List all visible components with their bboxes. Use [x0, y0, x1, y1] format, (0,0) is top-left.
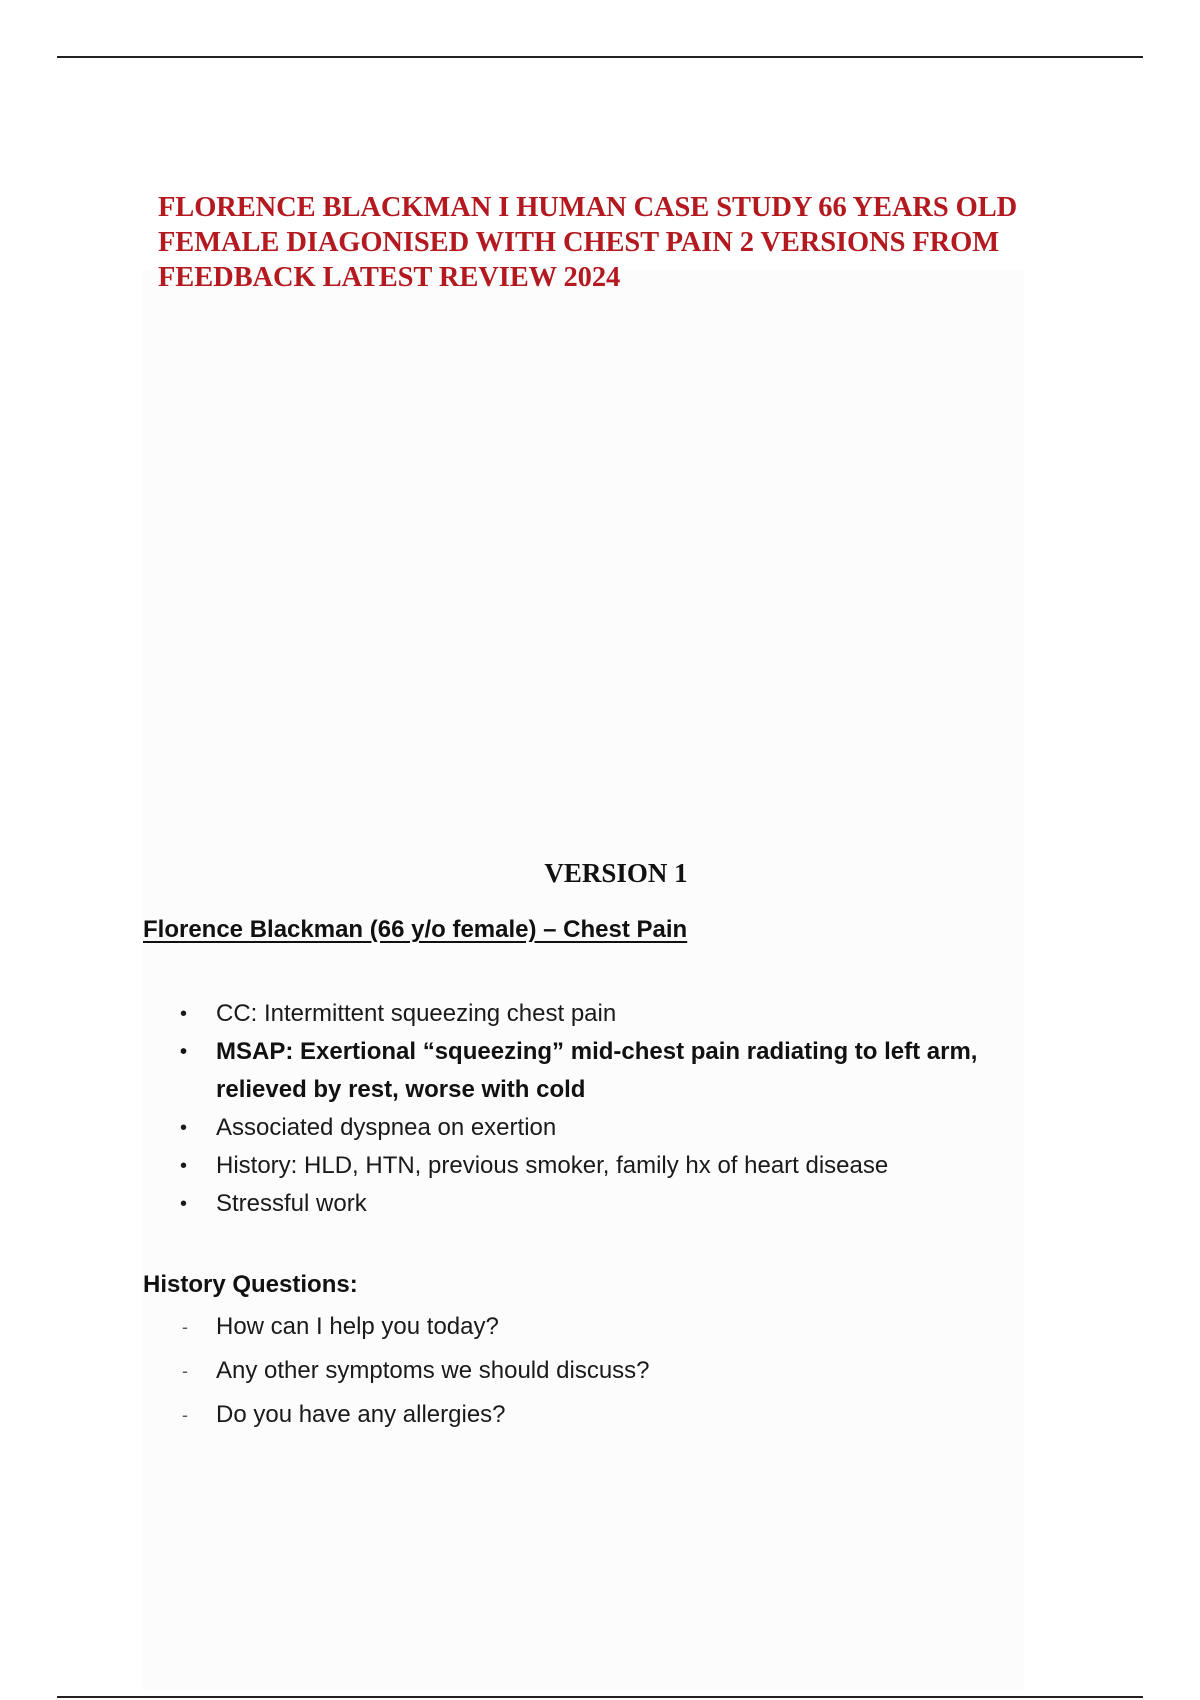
history-questions-list: [0, 1305, 1016, 1437]
list-item: [0, 1305, 1016, 1349]
list-item: [0, 1393, 1016, 1437]
bullet-icon: •: [180, 1155, 188, 1177]
dash-icon: -: [182, 1317, 188, 1337]
list-item: [0, 1147, 1016, 1185]
bottom-divider: [57, 1696, 1143, 1698]
bullet-icon: •: [180, 1117, 188, 1139]
list-item-text: Any other symptoms we should discuss?: [216, 1357, 650, 1384]
document-title-line: FLORENCE BLACKMAN I HUMAN CASE STUDY 66 YEARS OLD: [158, 192, 1018, 223]
list-item-text: Do you have any allergies?: [216, 1401, 506, 1428]
findings-list: [0, 995, 1016, 1223]
top-divider: [57, 56, 1143, 58]
list-item: [0, 1349, 1016, 1393]
document-title: [158, 190, 1058, 295]
list-item: [0, 1185, 1016, 1223]
list-item-text: MSAP: Exertional “squeezing” mid-chest pain radiating to left arm, relieved by rest, worse with cold: [216, 1038, 978, 1103]
list-item: [0, 995, 1016, 1033]
list-item-text: Stressful work: [216, 1190, 367, 1217]
bullet-icon: •: [180, 1193, 188, 1215]
page-body: [142, 270, 1024, 1690]
history-questions-heading: History Questions:: [143, 1271, 358, 1298]
bullet-icon: •: [180, 1041, 188, 1063]
list-item-text: History: HLD, HTN, previous smoker, family hx of heart disease: [216, 1152, 889, 1179]
list-item: [0, 1109, 1016, 1147]
list-item-text: Associated dyspnea on exertion: [216, 1114, 557, 1141]
case-heading: Florence Blackman (66 y/o female) – Chest Pain: [143, 916, 688, 943]
dash-icon: -: [182, 1361, 188, 1381]
bullet-icon: •: [180, 1003, 188, 1025]
document-title-line: FEEDBACK LATEST REVIEW 2024: [158, 262, 621, 293]
document-title-line: FEMALE DIAGONISED WITH CHEST PAIN 2 VERSIONS FROM: [158, 227, 1000, 258]
dash-icon: -: [182, 1405, 188, 1425]
list-item-text: How can I help you today?: [216, 1313, 499, 1340]
list-item: [0, 1033, 1016, 1109]
list-item-text: CC: Intermittent squeezing chest pain: [216, 1000, 617, 1027]
version-heading: VERSION 1: [544, 858, 688, 888]
